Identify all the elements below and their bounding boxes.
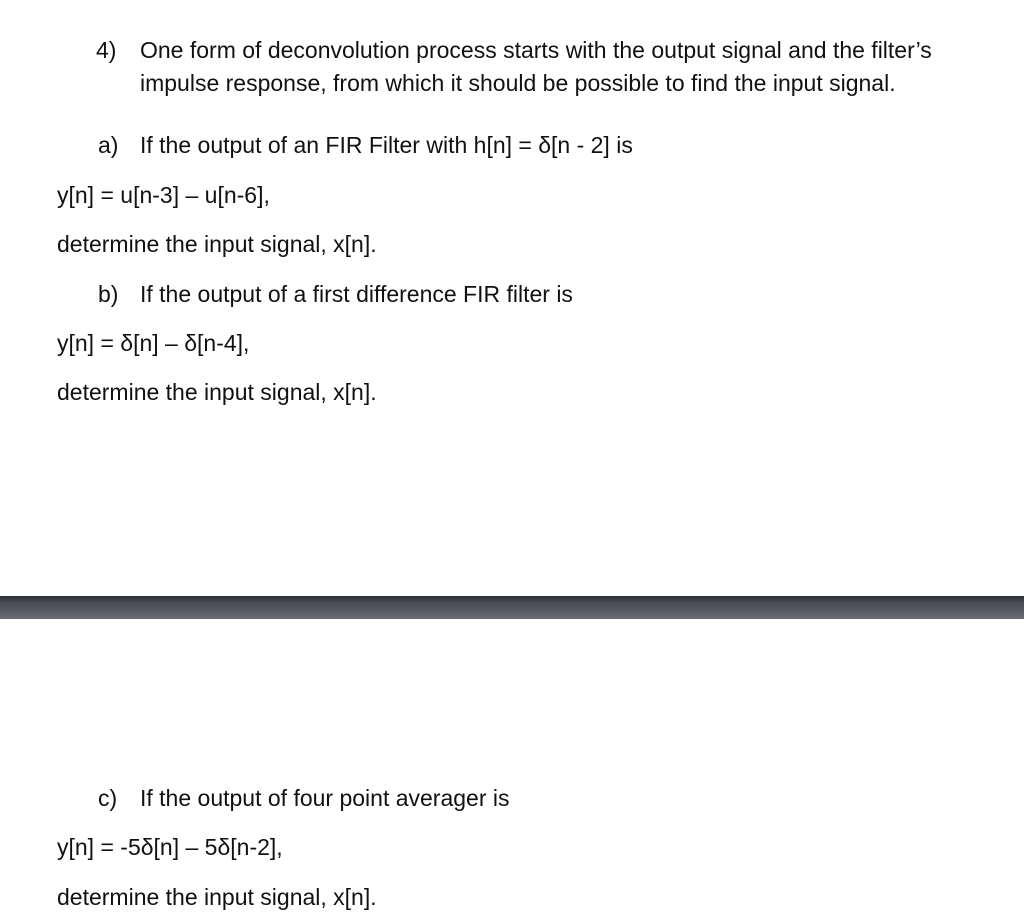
part-c-prompt: If the output of four point averager is [140,785,510,811]
question-number: 4) [96,37,117,63]
part-c-marker: c) [98,785,118,811]
question-intro-line-2: impulse response, from which it should be possible to find the input signal. [140,70,896,96]
part-b-task: determine the input signal, x[n]. [57,379,377,405]
part-b-prompt: If the output of a first difference FIR filter is [140,281,573,307]
part-b-marker: b) [98,281,119,307]
part-c-task: determine the input signal, x[n]. [57,884,377,910]
part-a-prompt: If the output of an FIR Filter with h[n] = δ[n - 2] is [140,132,633,158]
page-separator [0,596,1024,619]
part-c-equation: y[n] = -5δ[n] – 5δ[n-2], [57,834,283,860]
part-a-marker: a) [98,132,119,158]
question-intro-line-1: One form of deconvolution process starts with the output signal and the filter’s [140,37,932,63]
part-b-equation: y[n] = δ[n] – δ[n-4], [57,330,250,356]
document-page-2 [0,619,1024,917]
part-a-equation: y[n] = u[n-3] – u[n-6], [57,182,270,208]
part-a-task: determine the input signal, x[n]. [57,231,377,257]
